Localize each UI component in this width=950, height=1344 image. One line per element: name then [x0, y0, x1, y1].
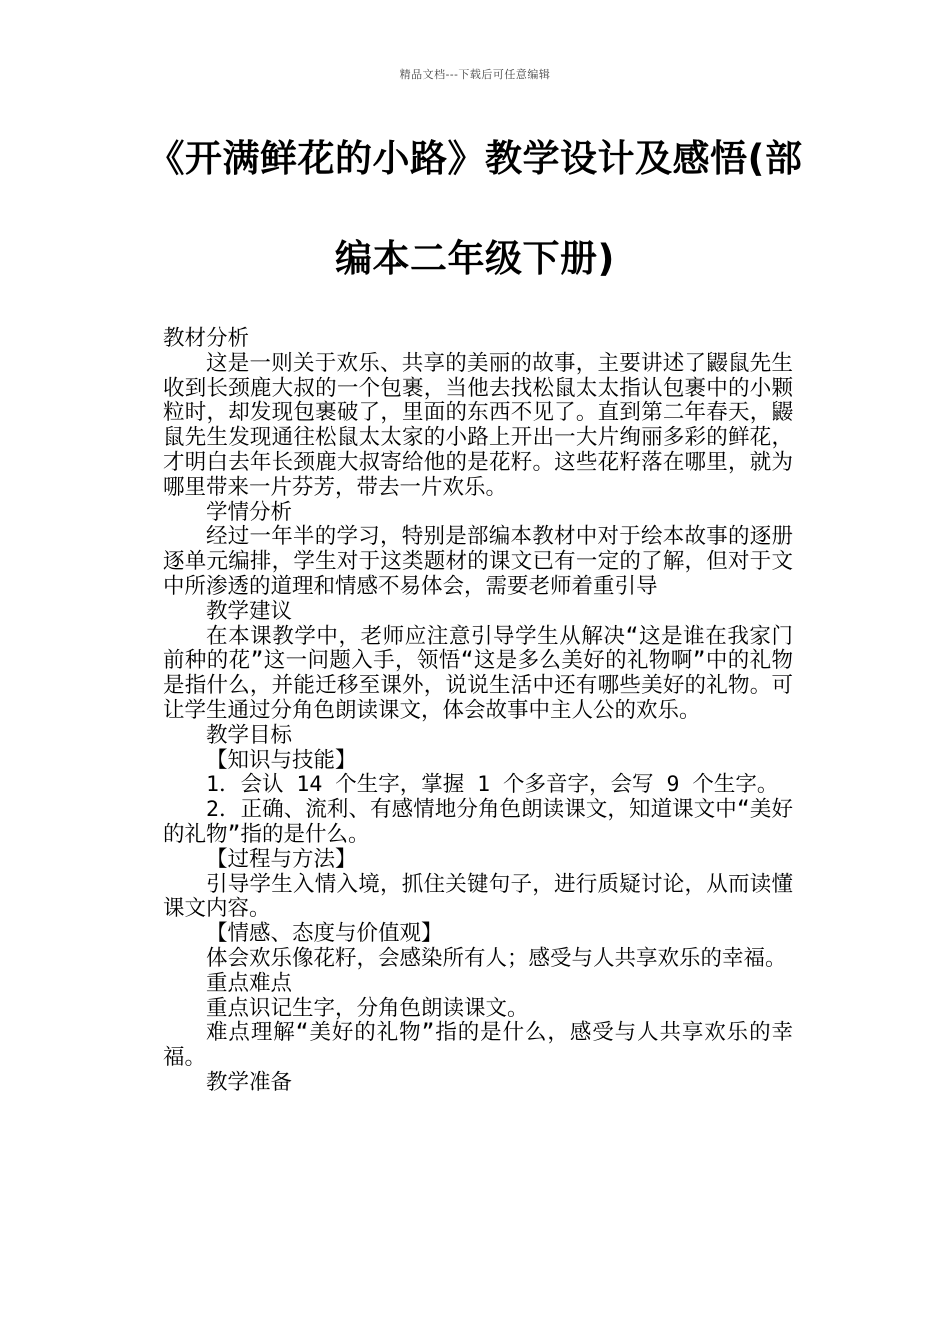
- section-heading-key-difficulties: 重点难点: [206, 970, 293, 996]
- subheading-knowledge-skills: 【知识与技能】: [206, 747, 357, 773]
- goal-item-1: 1．会认 14 个生字，掌握 1 个多音字，会写 9 个生字。: [206, 772, 779, 798]
- header-note: 精品文档---下载后可任意编辑: [399, 68, 551, 81]
- paragraph-textbook-analysis: 这是一则关于欢乐、共享的美丽的故事，主要讲述了鼹鼠先生收到长颈鹿大叔的一个包裹，当他去找松鼠太太指认包裹中的小颗粒时，却发现包裹破了，里面的东西不见了。直到第二年春天，鼹鼠先生发现通往松鼠太太家的小路上开出一大片绚丽多彩的鲜花，才明白去年长颈鹿大叔寄给他的是花籽。这些花籽落在哪里，就为哪里带来一片芬芳，带去一片欢乐。: [163, 350, 793, 500]
- document-title-line-1: 《开满鲜花的小路》教学设计及感悟(部: [147, 137, 803, 180]
- section-heading-textbook-analysis: 教材分析: [163, 326, 250, 351]
- goal-item-2: 2．正确、流利、有感情地分角色朗读课文，知道课文中“美好的礼物”指的是什么。: [163, 797, 793, 847]
- document-title-line-2: 编本二年级下册): [335, 237, 615, 280]
- paragraph-difficulties: 难点理解“美好的礼物”指的是什么，感受与人共享欢乐的幸福。: [163, 1020, 793, 1071]
- section-heading-student-analysis: 学情分析: [206, 499, 293, 525]
- document-body: [163, 327, 793, 1096]
- paragraph-process-method: 引导学生入情入境，抓住关键句子，进行质疑讨论，从而读懂课文内容。: [163, 871, 793, 922]
- paragraph-key-points: 重点识记生字，分角色朗读课文。: [206, 995, 529, 1021]
- subheading-emotion-values: 【情感、态度与价值观】: [206, 921, 443, 947]
- section-heading-teaching-goals: 教学目标: [206, 722, 293, 748]
- paragraph-student-analysis: 经过一年半的学习，特别是部编本教材中对于绘本故事的逐册逐单元编排，学生对于这类题材的课文已有一定的了解，但对于文中所渗透的道理和情感不易体会，需要老师着重引导: [163, 524, 793, 599]
- section-heading-teaching-preparation: 教学准备: [206, 1069, 293, 1095]
- section-heading-teaching-suggestions: 教学建议: [206, 598, 293, 624]
- paragraph-emotion-values: 体会欢乐像花籽，会感染所有人；感受与人共享欢乐的幸福。: [206, 945, 787, 971]
- paragraph-teaching-suggestions: 在本课教学中，老师应注意引导学生从解决“这是谁在我家门前种的花”这一问题入手，领悟“这是多么美好的礼物啊”中的礼物是指什么，并能迁移至课外，说说生活中还有哪些美好的礼物。可让学生通过分角色朗读课文，体会故事中主人公的欢乐。: [163, 623, 793, 723]
- subheading-process-method: 【过程与方法】: [206, 846, 357, 872]
